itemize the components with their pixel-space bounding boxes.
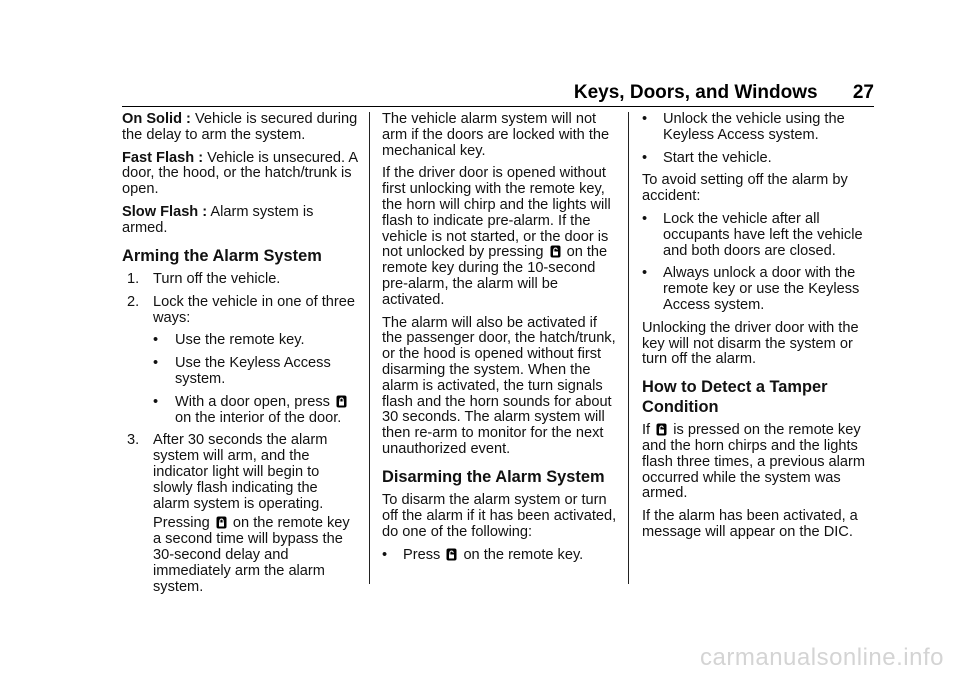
arming-step-1: [122, 272, 358, 288]
bullet: •: [153, 355, 159, 372]
paragraph-text-cont: is pressed on the remote key and the horn chirps and the lights flash three times, a previous alarm occurred while the system was armed.: [642, 422, 866, 502]
column-1: [122, 112, 358, 602]
paragraph: If the alarm has been activated, a message will appear on the DIC.: [642, 508, 858, 540]
paragraph-text-cont: on the remote key during the 10-second pre-alarm, the alarm will be activated.: [382, 244, 608, 308]
slow-flash-paragraph: [122, 205, 358, 237]
list-item: [122, 356, 358, 388]
watermark: carmanualsonline.info: [700, 644, 944, 671]
step-text-2-pre: Pressing: [153, 515, 210, 532]
fast-flash-term: Fast Flash :: [122, 149, 204, 166]
bullet: •: [642, 149, 648, 166]
list-item-text: Unlock the vehicle using the Keyless Access system.: [663, 111, 845, 143]
column-2: [382, 112, 618, 570]
bullet: •: [642, 265, 648, 282]
column-3: [642, 112, 878, 548]
lock-button-icon: [216, 516, 227, 529]
lock-button-icon: [336, 395, 347, 408]
list-item-text: With a door open, press: [175, 393, 330, 410]
list-item-text: Use the remote key.: [175, 332, 305, 349]
bullet: •: [153, 332, 159, 349]
header-rule: [122, 106, 874, 107]
paragraph: To disarm the alarm system or turn off the alarm if it has been activated, do one of the following:: [382, 492, 617, 540]
step-text-2: [153, 516, 358, 595]
tamper-heading: How to Detect a Tamper Condition: [642, 378, 828, 416]
page-number: 27: [852, 82, 874, 103]
on-solid-term: On Solid :: [122, 111, 191, 127]
unlock-button-icon: [656, 423, 667, 436]
arming-heading: Arming the Alarm System: [122, 246, 322, 265]
list-item-text-cont: on the remote key.: [463, 546, 584, 563]
paragraph: Unlocking the driver door with the key will not disarm the system or turn off the alarm.: [642, 319, 859, 368]
on-solid-paragraph: [122, 112, 358, 144]
paragraph: [642, 423, 878, 502]
paragraph-text: If: [642, 422, 651, 439]
step-text: Lock the vehicle in one of three ways:: [153, 293, 356, 326]
list-item: [642, 212, 878, 259]
bullet: •: [642, 210, 648, 227]
list-item: [382, 548, 618, 564]
column-divider-2: [628, 112, 629, 584]
page-header: [574, 82, 874, 104]
paragraph: [382, 166, 618, 308]
bullet: •: [153, 393, 159, 410]
disarming-heading: Disarming the Alarm System: [382, 467, 605, 486]
step-text-2-post: on the remote key a second time will bypass the 30-second delay and immediately arm the alarm system.: [153, 515, 350, 595]
step-text: Turn off the vehicle.: [153, 271, 281, 288]
step-number: 2.: [127, 293, 140, 310]
list-item: [642, 266, 878, 313]
step-text: After 30 seconds the alarm system will arm, and the indicator light will begin to slowly flash indicating the alarm system is operating.: [153, 432, 328, 512]
unlock-button-icon: [550, 245, 561, 258]
slow-flash-text: Alarm system is armed.: [122, 203, 314, 236]
list-item-text: Always unlock a door with the remote key or use the Keyless Access system.: [663, 265, 860, 313]
bullet: •: [382, 546, 388, 563]
step-number: 1.: [127, 271, 140, 288]
arming-step-3: [122, 433, 358, 595]
bullet: •: [642, 111, 648, 127]
list-item-text: Press: [403, 546, 441, 563]
paragraph: To avoid setting off the alarm by accident:: [642, 172, 848, 205]
list-item-text: Lock the vehicle after all occupants have left the vehicle and both doors are closed.: [663, 210, 863, 259]
list-item: [122, 333, 358, 349]
arming-step-2: [122, 295, 358, 327]
slow-flash-term: Slow Flash :: [122, 203, 208, 220]
list-item-text: Use the Keyless Access system.: [175, 355, 331, 388]
paragraph-text: If the driver door is opened without first unlocking with the remote key, the horn will chirp and the lights will flash to indicate pre-alarm. If the vehicle is not started, or the door is not unlocked by pressing: [382, 165, 611, 261]
section-title: Keys, Doors, and Windows: [573, 82, 818, 103]
on-solid-text: Vehicle is secured during the delay to arm the system.: [122, 111, 358, 143]
list-item: [642, 151, 878, 167]
step-number: 3.: [127, 432, 140, 449]
list-item-text: Start the vehicle.: [663, 149, 772, 166]
list-item-text-cont: on the interior of the door.: [175, 409, 342, 426]
fast-flash-paragraph: [122, 151, 358, 198]
list-item: [122, 395, 358, 427]
fast-flash-text: Vehicle is unsecured. A door, the hood, or the hatch/trunk is open.: [122, 149, 358, 198]
list-item: [642, 112, 878, 144]
paragraph: The vehicle alarm system will not arm if the doors are locked with the mechanical key.: [382, 111, 610, 159]
column-divider-1: [369, 112, 370, 584]
unlock-button-icon: [446, 548, 457, 561]
paragraph: The alarm will also be activated if the passenger door, the hatch/trunk, or the hood is opened without first disarming the system. When the alarm is activated, the turn signals flash and the horn sounds for about 30 seconds. The alarm system will then re-arm to monitor for the next unauthorized event.: [382, 314, 616, 457]
